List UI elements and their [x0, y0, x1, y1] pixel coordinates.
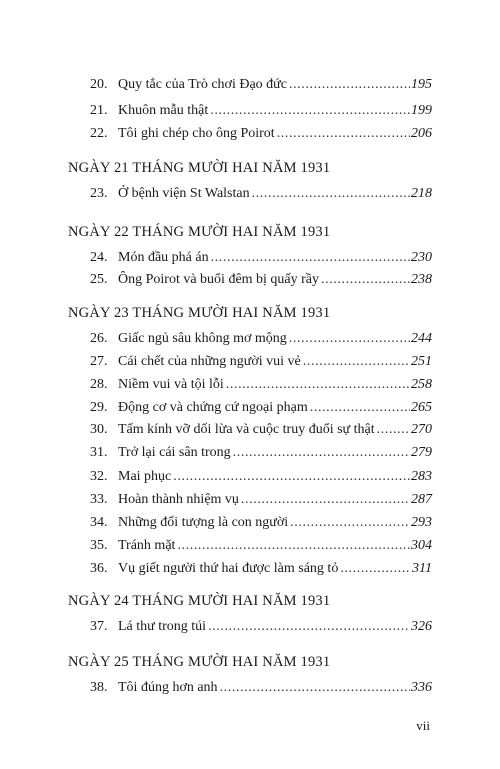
entry-number: 20.	[90, 77, 108, 92]
entry-title: Lá thư trong túi	[118, 619, 207, 634]
entry-page: 311	[412, 561, 432, 576]
dot-leader	[220, 680, 410, 696]
entry-page: 251	[411, 354, 432, 369]
toc-entry[interactable]	[90, 377, 432, 397]
entry-page: 244	[411, 331, 432, 346]
toc-entry[interactable]	[90, 77, 432, 97]
entry-page: 283	[411, 469, 432, 484]
entry-page: 258	[411, 377, 432, 392]
entry-number: 33.	[90, 492, 108, 507]
entry-number: 32.	[90, 469, 108, 484]
section-heading: NGÀY 23 THÁNG MƯỜI HAI NĂM 1931	[68, 305, 331, 321]
entry-number: 29.	[90, 400, 108, 415]
dot-leader	[233, 445, 410, 461]
entry-title: Vụ giết người thứ hai được làm sáng tỏ	[118, 561, 339, 576]
toc-entry[interactable]	[90, 445, 432, 465]
entry-page: 238	[411, 272, 432, 287]
dot-leader	[241, 492, 410, 508]
toc-entry[interactable]	[90, 538, 432, 558]
entry-number: 24.	[90, 250, 108, 265]
toc-entry[interactable]	[90, 354, 432, 374]
entry-number: 21.	[90, 103, 108, 118]
section-heading: NGÀY 25 THÁNG MƯỜI HAI NĂM 1931	[68, 654, 331, 670]
entry-title: Cái chết của những người vui vẻ	[118, 354, 301, 369]
section-heading: NGÀY 22 THÁNG MƯỜI HAI NĂM 1931	[68, 224, 331, 240]
entry-title: Hoàn thành nhiệm vụ	[118, 492, 239, 507]
entry-title: Những đối tượng là con người	[118, 515, 289, 530]
toc-entry[interactable]	[90, 619, 432, 639]
entry-title: Tôi ghi chép cho ông Poirot	[118, 126, 275, 141]
entry-title: Ông Poirot và buổi đêm bị quấy rầy	[118, 272, 320, 287]
dot-leader	[211, 250, 410, 266]
entry-number: 22.	[90, 126, 108, 141]
toc-entry[interactable]	[90, 422, 432, 442]
entry-title: Niềm vui và tội lỗi	[118, 377, 224, 392]
entry-page: 336	[411, 680, 432, 695]
entry-page: 279	[411, 445, 432, 460]
entry-page: 293	[411, 515, 432, 530]
dot-leader	[303, 354, 410, 370]
entry-number: 37.	[90, 619, 108, 634]
dot-leader	[177, 538, 410, 554]
entry-title: Giấc ngủ sâu không mơ mộng	[118, 331, 287, 346]
dot-leader	[226, 377, 410, 393]
toc-entry[interactable]	[90, 469, 432, 489]
dot-leader	[289, 77, 410, 93]
entry-title: Quy tắc của Trò chơi Đạo đức	[118, 77, 287, 92]
entry-page: 199	[411, 103, 432, 118]
entry-page: 230	[411, 250, 432, 265]
dot-leader	[210, 103, 410, 119]
entry-number: 36.	[90, 561, 108, 576]
entry-title: Tránh mặt	[118, 538, 176, 553]
entry-number: 35.	[90, 538, 108, 553]
toc-entry[interactable]	[90, 492, 432, 512]
dot-leader	[290, 515, 410, 531]
dot-leader	[208, 619, 410, 635]
entry-title: Tấm kính vỡ dối lừa và cuộc truy đuổi sự thật	[118, 422, 375, 437]
entry-number: 31.	[90, 445, 108, 460]
dot-leader	[289, 331, 410, 347]
section-heading: NGÀY 21 THÁNG MƯỜI HAI NĂM 1931	[68, 160, 331, 176]
dot-leader	[173, 469, 410, 485]
toc-entry[interactable]	[90, 186, 432, 206]
toc-entry[interactable]	[90, 250, 432, 270]
toc-entry[interactable]	[90, 400, 432, 420]
toc-entry[interactable]	[90, 126, 432, 146]
entry-title: Ở bệnh viện St Walstan	[118, 186, 250, 201]
dot-leader	[377, 422, 410, 438]
entry-page: 270	[411, 422, 432, 437]
entry-title: Trở lại cái sân trong	[118, 445, 231, 460]
dot-leader	[340, 561, 411, 577]
dot-leader	[252, 186, 410, 202]
entry-title: Khuôn mẫu thật	[118, 103, 209, 118]
dot-leader	[310, 400, 410, 416]
dot-leader	[277, 126, 410, 142]
entry-number: 28.	[90, 377, 108, 392]
entry-page: 218	[411, 186, 432, 201]
entry-number: 23.	[90, 186, 108, 201]
entry-page: 206	[411, 126, 432, 141]
dot-leader	[321, 272, 410, 288]
entry-page: 265	[411, 400, 432, 415]
entry-title: Tôi đúng hơn anh	[118, 680, 218, 695]
entry-number: 30.	[90, 422, 108, 437]
page-folio: vii	[416, 718, 430, 733]
toc-entry[interactable]	[90, 103, 432, 123]
entry-number: 38.	[90, 680, 108, 695]
entry-number: 26.	[90, 331, 108, 346]
entry-page: 304	[411, 538, 432, 553]
entry-number: 25.	[90, 272, 108, 287]
entry-title: Động cơ và chứng cứ ngoại phạm	[118, 400, 308, 415]
toc-entry[interactable]	[90, 561, 432, 581]
section-heading: NGÀY 24 THÁNG MƯỜI HAI NĂM 1931	[68, 593, 331, 609]
entry-number: 27.	[90, 354, 108, 369]
entry-page: 195	[411, 77, 432, 92]
toc-entry[interactable]	[90, 331, 432, 351]
entry-number: 34.	[90, 515, 108, 530]
entry-page: 326	[411, 619, 432, 634]
entry-title: Mai phục	[118, 469, 172, 484]
toc-entry[interactable]	[90, 680, 432, 700]
entry-title: Món đầu phá án	[118, 250, 209, 265]
entry-page: 287	[411, 492, 432, 507]
toc-entry[interactable]	[90, 272, 432, 292]
toc-entry[interactable]	[90, 515, 432, 535]
